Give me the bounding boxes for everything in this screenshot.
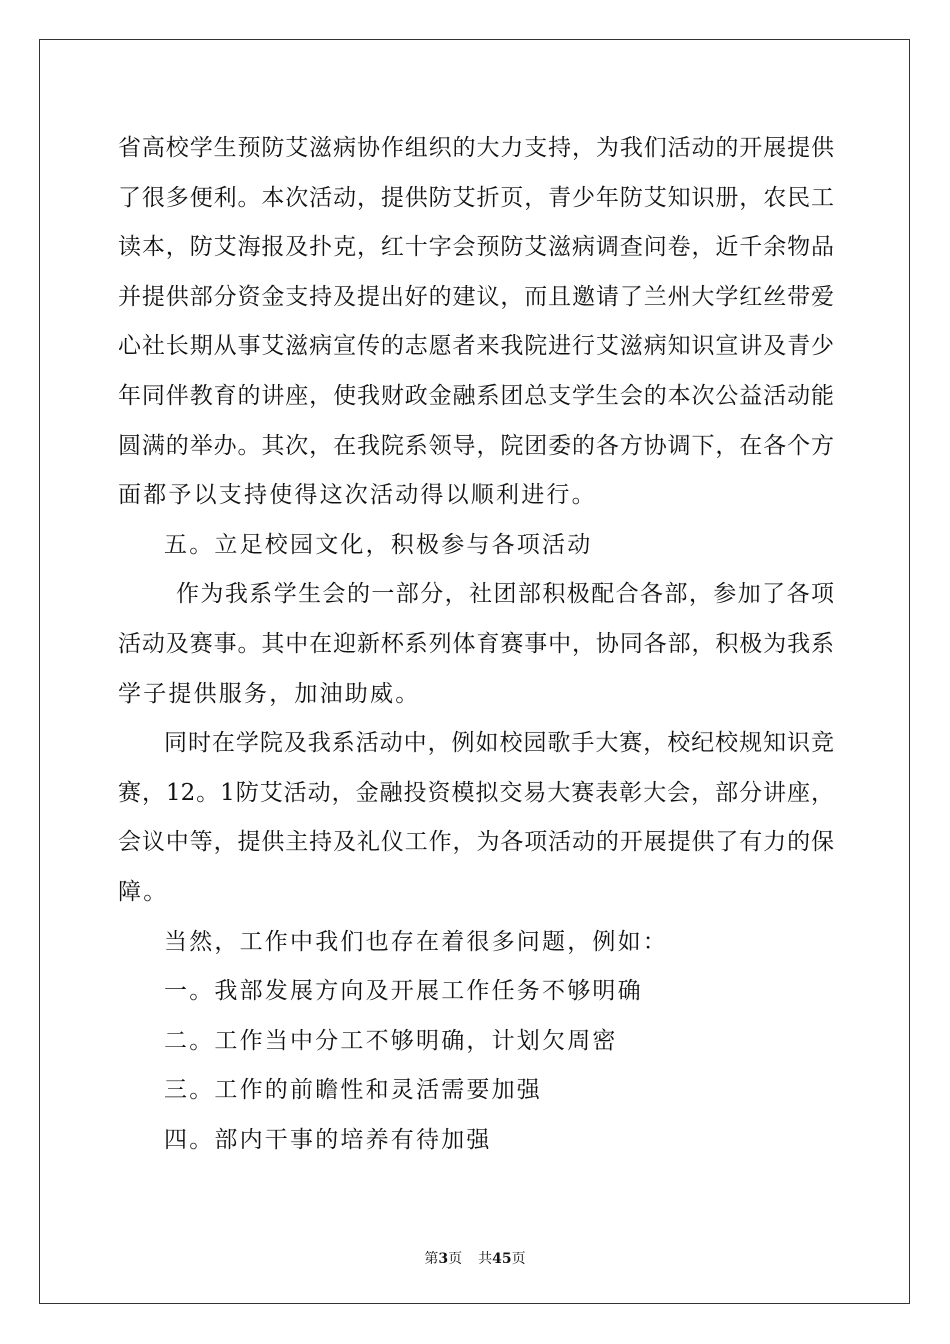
paragraph-line: 了很多便利。本次活动，提供防艾折页，青少年防艾知识册，农民工 <box>118 184 834 211</box>
section-heading: 五。立足校园文化，积极参与各项活动 <box>164 531 593 558</box>
paragraph-line: 赛，12。1防艾活动，金融投资模拟交易大赛表彰大会，部分讲座， <box>118 779 834 806</box>
paragraph-line: 年同伴教育的讲座，使我财政金融系团总支学生会的本次公益活动能 <box>118 382 834 409</box>
paragraph-line: 心社长期从事艾滋病宣传的志愿者来我院进行艾滋病知识宣讲及青少 <box>118 333 834 360</box>
list-item: 一。我部发展方向及开展工作任务不够明确 <box>164 978 643 1005</box>
paragraph-line: 活动及赛事。其中在迎新杯系列体育赛事中，协同各部，积极为我系 <box>118 630 834 657</box>
paragraph-line: 会议中等，提供主持及礼仪工作，为各项活动的开展提供了有力的保 <box>118 829 834 856</box>
paragraph-line: 读本，防艾海报及扑克，红十字会预防艾滋病调查问卷，近千余物品 <box>118 234 834 261</box>
page-suffix: 页 <box>448 1251 463 1267</box>
page-prefix: 第 <box>424 1251 439 1267</box>
total-prefix: 共 <box>478 1251 493 1267</box>
list-item: 二。工作当中分工不够明确，计划欠周密 <box>164 1027 618 1054</box>
total-pages-number: 45 <box>492 1251 512 1267</box>
page-footer <box>0 1248 950 1268</box>
paragraph-line: 省高校学生预防艾滋病协作组织的大力支持，为我们活动的开展提供 <box>118 135 834 161</box>
paragraph-line: 学子提供服务，加油助威。 <box>118 680 421 707</box>
total-suffix: 页 <box>511 1251 526 1267</box>
paragraph-line: 面都予以支持使得这次活动得以顺利进行。 <box>118 482 597 509</box>
paragraph-line: 同时在学院及我系活动中，例如校园歌手大赛，校纪校规知识竞 <box>164 730 834 757</box>
document-body <box>118 124 834 1165</box>
list-item: 四。部内干事的培养有待加强 <box>164 1126 492 1153</box>
current-page-number: 3 <box>438 1251 449 1267</box>
paragraph-line: 并提供部分资金支持及提出好的建议，而且邀请了兰州大学红丝带爱 <box>118 283 834 310</box>
paragraph-line: 当然，工作中我们也存在着很多问题，例如： <box>164 928 668 955</box>
paragraph-line: 障。 <box>118 878 169 905</box>
list-item: 三。工作的前瞻性和灵活需要加强 <box>164 1077 542 1104</box>
paragraph-line: 作为我系学生会的一部分，社团部积极配合各部，参加了各项 <box>176 581 834 608</box>
paragraph-line: 圆满的举办。其次，在我院系领导，院团委的各方协调下，在各个方 <box>118 432 834 459</box>
